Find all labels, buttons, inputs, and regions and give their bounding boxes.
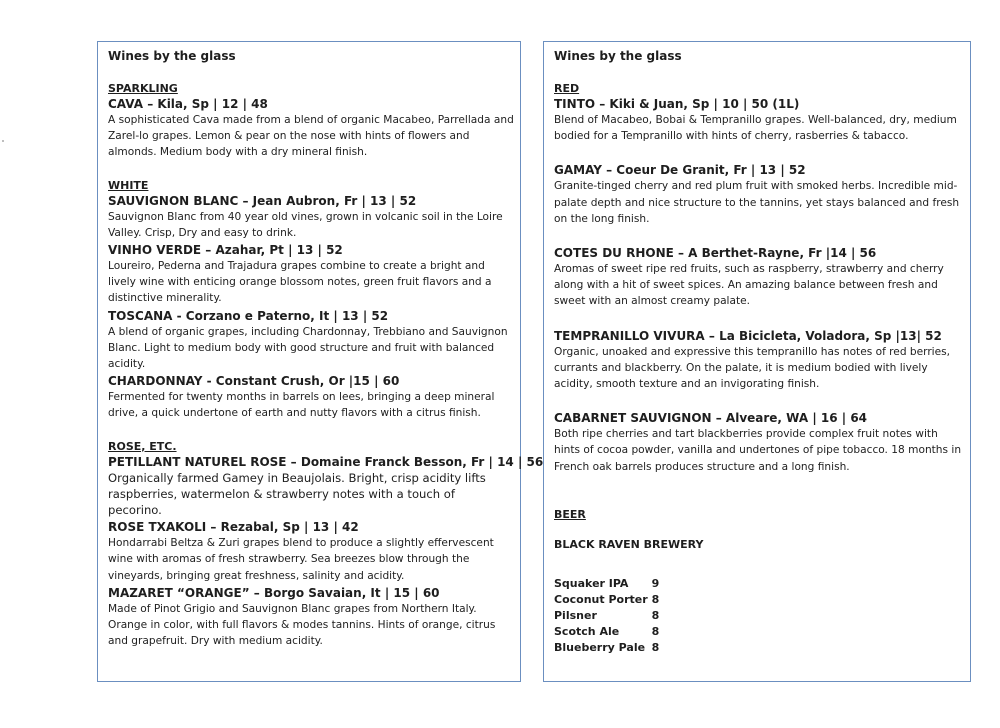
wine-item-description: Sauvignon Blanc from 40 year old vines, grown in volcanic soil in the Loire Valley. Crisp, Dry and easy to drink. bbox=[108, 210, 503, 239]
wine-item-description: A sophisticated Cava made from a blend of organic Macabeo, Parrellada and Zarel-lo grapes. Lemon & pear on the nose with hints of flowers and almonds. Medium body with a dry mineral finish. bbox=[108, 114, 514, 159]
wine-item-description: Loureiro, Pederna and Trajadura grapes combine to create a bright and lively wine with enticing orange blossom notes, green fruit flavors and a distinctive minerality. bbox=[108, 260, 492, 305]
right-menu-panel bbox=[543, 41, 971, 682]
beer-name: Blueberry Pale bbox=[554, 640, 646, 654]
wine-item-description: Fermented for twenty months in barrels on lees, bringing a deep mineral drive, a quick undertone of earth and nutty flavors with a citrus finish. bbox=[108, 391, 495, 420]
wine-item-description: Hondarrabi Beltza & Zuri grapes blend to produce a slightly effervescent wine with aromas of fresh strawberry. Sea breezes blow through the vineyards, bringing great freshness, salinity and acidity. bbox=[108, 537, 494, 582]
wine-item-title: VINHO VERDE – Azahar, Pt | 13 | 52 bbox=[108, 243, 343, 258]
wine-item-title: CAVA – Kila, Sp | 12 | 48 bbox=[108, 97, 268, 111]
section-heading-beer: BEER bbox=[554, 507, 586, 521]
beer-row bbox=[554, 592, 659, 608]
beer-list bbox=[554, 576, 659, 656]
wine-item-title: PETILLANT NATUREL ROSE – Domaine Franck Besson, Fr | 14 | 56 bbox=[108, 454, 544, 469]
beer-name: Squaker IPA bbox=[554, 576, 629, 590]
wine-item-title: TOSCANA - Corzano e Paterno, It | 13 | 52 bbox=[108, 308, 389, 323]
wine-item-description: Blend of Macabeo, Bobai & Tempranillo grapes. Well-balanced, dry, medium bodied for a Tempranillo with hints of cherry, rasberries & tabacco. bbox=[554, 114, 957, 143]
left-menu-panel bbox=[97, 41, 544, 682]
section-heading-red: RED bbox=[554, 82, 580, 95]
wine-item-title: TINTO – Kiki & Juan, Sp | 10 | 50 (1L) bbox=[554, 97, 800, 111]
wine-item-title: GAMAY – Coeur De Granit, Fr | 13 | 52 bbox=[554, 163, 806, 178]
panel-title: Wines by the glass bbox=[554, 49, 682, 63]
wine-item-title: COTES DU RHONE – A Berthet-Rayne, Fr |14 | 56 bbox=[554, 246, 877, 261]
section-heading-white: WHITE bbox=[108, 178, 149, 192]
beer-price: 9 bbox=[651, 576, 660, 590]
brewery-name: BLACK RAVEN BREWERY bbox=[554, 537, 704, 551]
wine-item-title: CHARDONNAY - Constant Crush, Or |15 | 60 bbox=[108, 374, 400, 389]
beer-row bbox=[554, 640, 659, 656]
wine-item-description: A blend of organic grapes, including Chardonnay, Trebbiano and Sauvignon Blanc. Light to medium body with good structure and fruit with balanced acidity. bbox=[108, 325, 508, 371]
wine-item-description: Organic, unoaked and expressive this tempranillo has notes of red berries, currants and blackberry. On the palate, it is medium bodied with lively acidity, smooth texture and an invigorating finish. bbox=[554, 345, 951, 391]
panel-title: Wines by the glass bbox=[108, 49, 236, 63]
section-heading-rose: ROSE, ETC. bbox=[108, 439, 177, 453]
wine-item-title: ROSE TXAKOLI – Rezabal, Sp | 13 | 42 bbox=[108, 520, 359, 535]
wine-item-description: Aromas of sweet ripe red fruits, such as raspberry, strawberry and cherry along with a hit of sweet spices. An amazing balance between fresh and sweet with an almost creamy palate. bbox=[554, 263, 944, 308]
beer-name: Pilsner bbox=[554, 608, 597, 622]
wine-item-description: Made of Pinot Grigio and Sauvignon Blanc grapes from Northern Italy. Orange in color, with full flavors & modes tannins. Hints of orange, citrus and grapefruit. Dry with medium acidity. bbox=[108, 602, 496, 648]
beer-row bbox=[554, 576, 659, 592]
beer-price: 8 bbox=[651, 592, 660, 606]
beer-row bbox=[554, 608, 659, 624]
wine-item-title: TEMPRANILLO VIVURA – La Bicicleta, Voladora, Sp |13| 52 bbox=[554, 328, 942, 343]
wine-item-title: SAUVIGNON BLANC – Jean Aubron, Fr | 13 | 52 bbox=[108, 193, 417, 208]
wine-item-description: Granite-tinged cherry and red plum fruit with smoked herbs. Incredible mid- palate depth and nice structure to the tannins, yet stays balanced and fresh on the long finish. bbox=[554, 180, 960, 225]
beer-price: 8 bbox=[651, 624, 660, 638]
beer-name: Scotch Ale bbox=[554, 624, 620, 638]
wine-item-description: Both ripe cherries and tart blackberries provide complex fruit notes with hints of cocoa powder, vanilla and undertones of pipe tobacco. 18 months in French oak barrels produces structure and a long finish. bbox=[554, 428, 962, 473]
section-heading-sparkling: SPARKLING bbox=[108, 82, 178, 95]
beer-name: Coconut Porter bbox=[554, 592, 648, 606]
wine-item-title: MAZARET “ORANGE” – Borgo Savaian, It | 15 | 60 bbox=[108, 585, 440, 600]
beer-price: 8 bbox=[651, 608, 660, 622]
beer-row bbox=[554, 624, 659, 640]
beer-price: 8 bbox=[651, 640, 660, 654]
stray-mark bbox=[2, 140, 4, 142]
wine-item-title: CABARNET SAUVIGNON – Alveare, WA | 16 | 64 bbox=[554, 411, 868, 426]
wine-item-description: Organically farmed Gamey in Beaujolais. Bright, crisp acidity lifts raspberries, watermelon & strawberry notes with a touch of pecorino. bbox=[108, 470, 486, 518]
